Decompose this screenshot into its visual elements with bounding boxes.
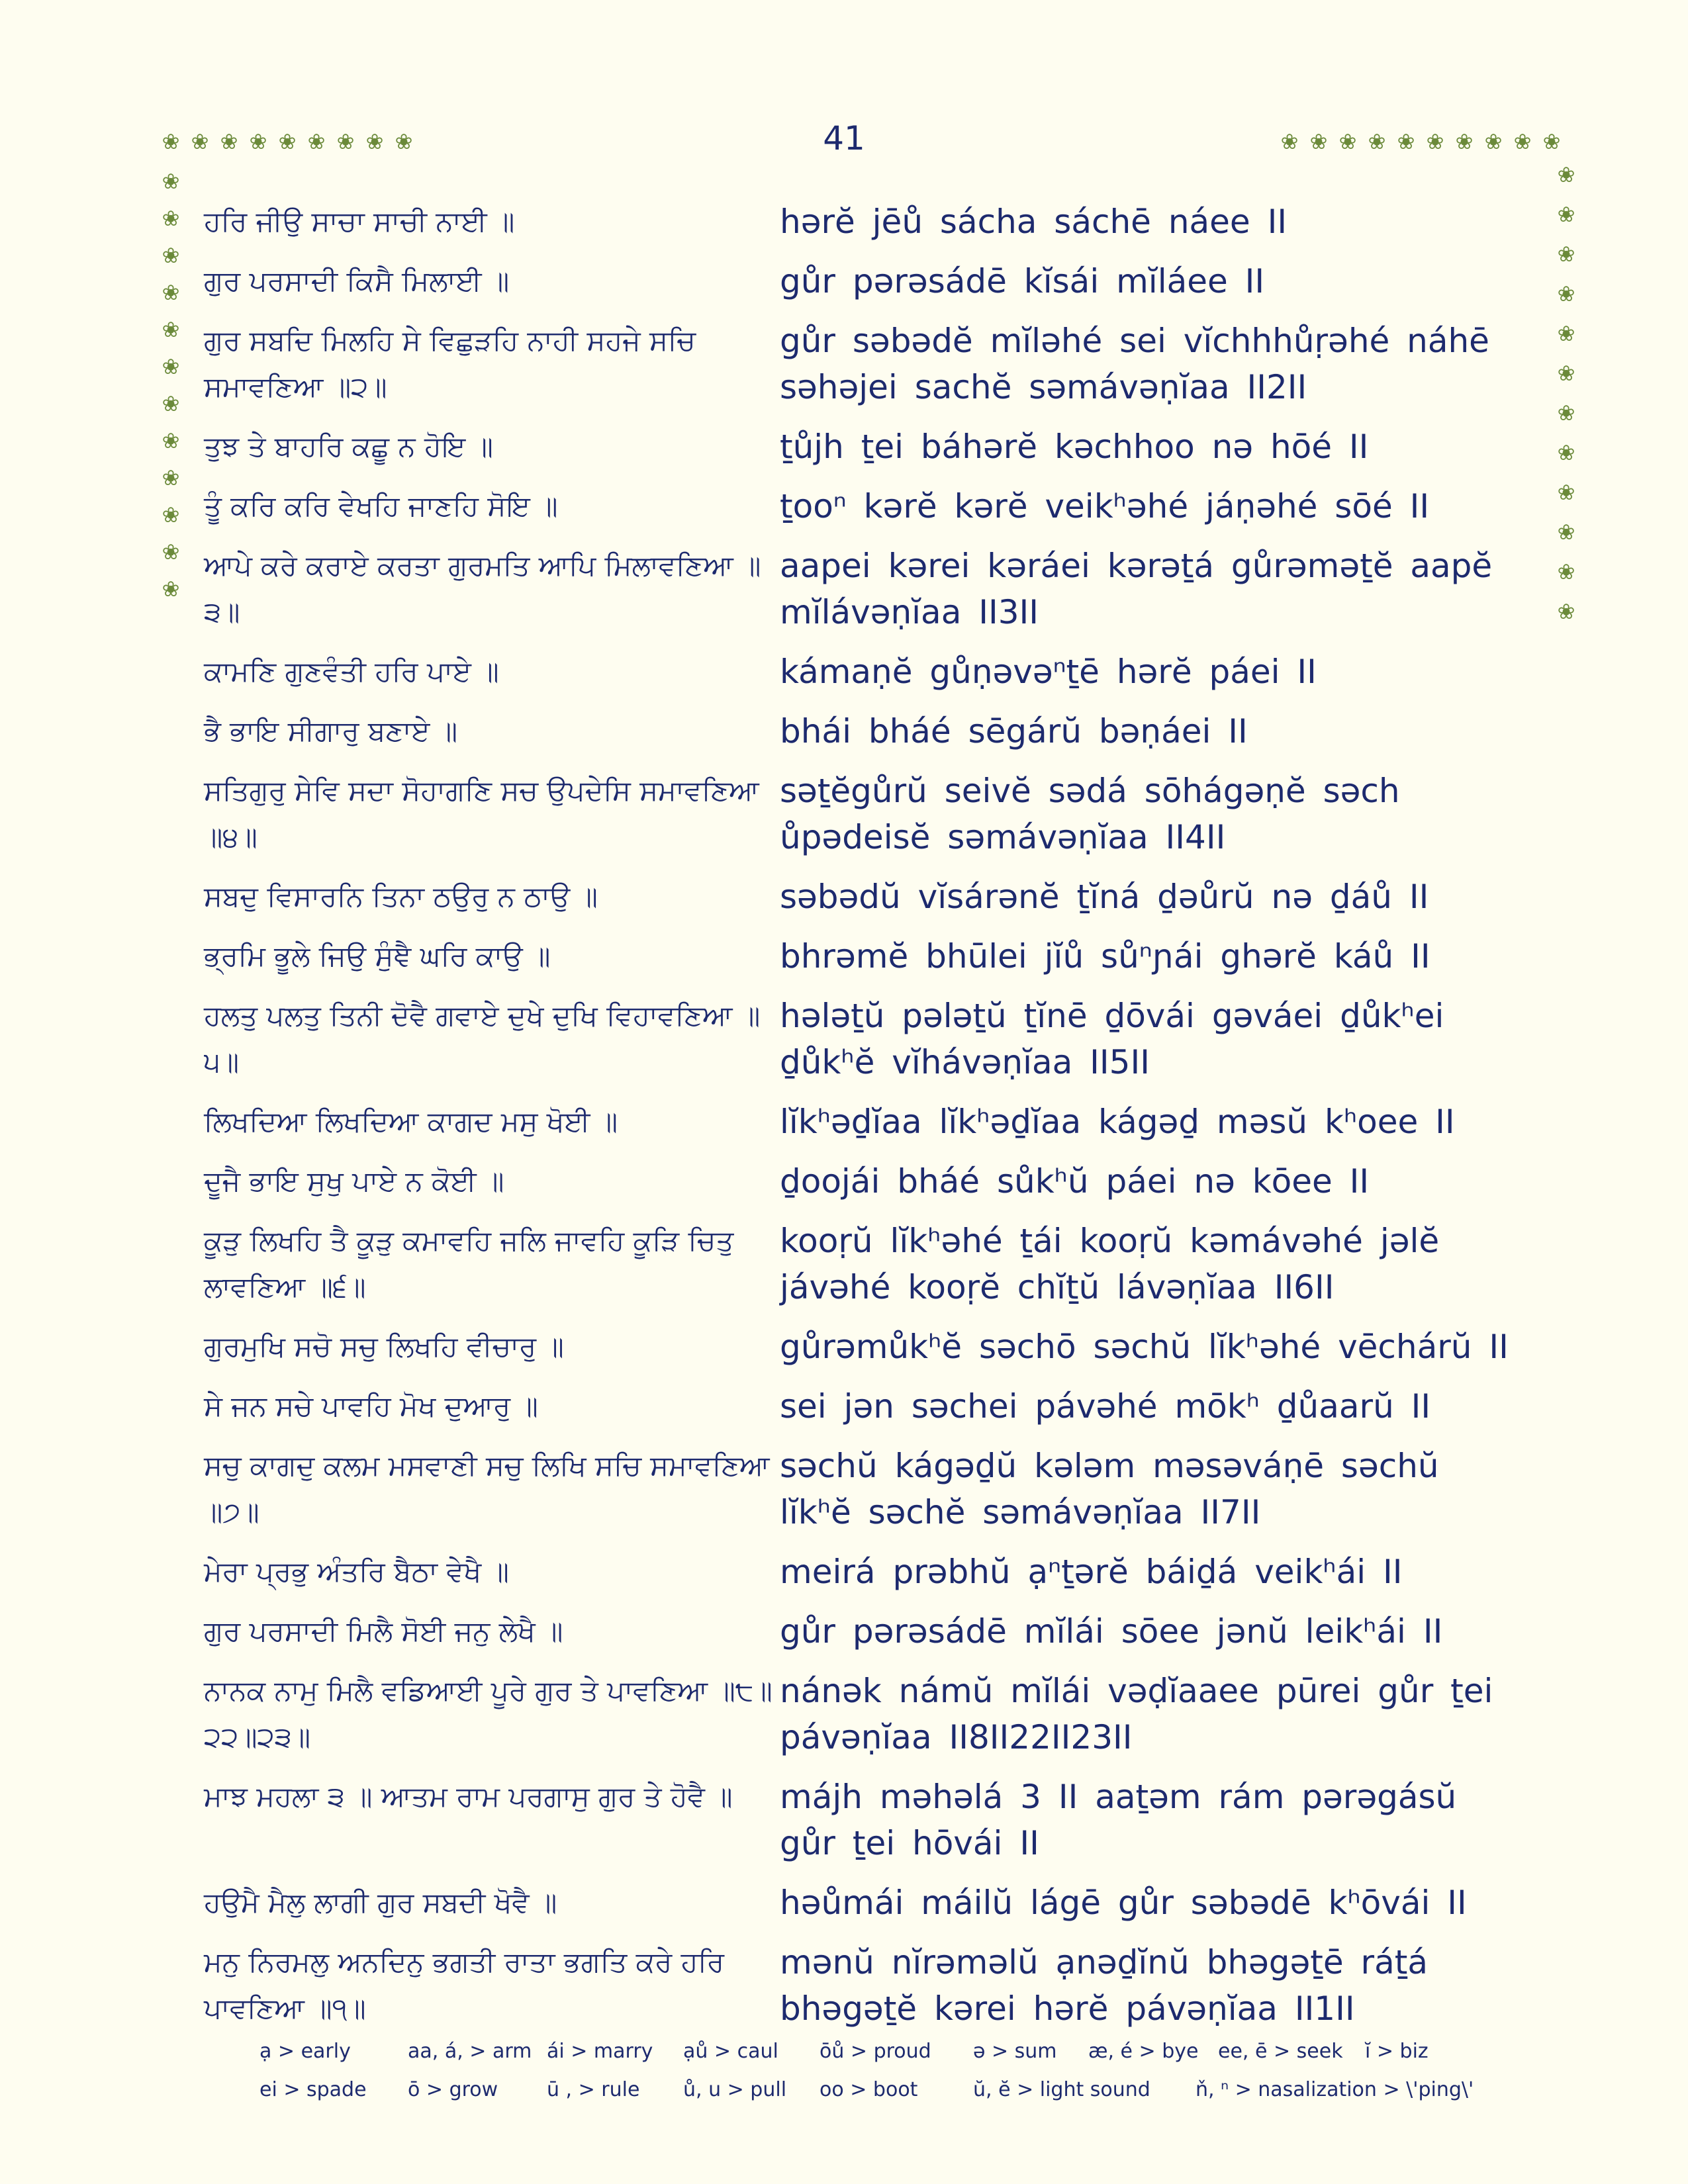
gurmukhi-text: ਸੇ ਜਨ ਸਚੇ ਪਾਵਹਿ ਮੋਖ ਦੁਆਰੁ ॥ [204,1390,538,1422]
flower-ornament-icon: ❀ [1513,129,1532,154]
transliteration-text: kámaṇĕ gůṇəvəⁿṯē hərĕ páei II [780,653,1317,691]
flower-ornament-icon: ❀ [336,129,355,154]
top-left-ornament-border [160,131,414,152]
transliteration-text: gůr səbədĕ mĭləhé sei vĭchhhůṛəhé náhē səhəjei sachĕ səmávəṇĭaa II2II [780,322,1489,406]
legend-row [259,2070,1517,2109]
flower-ornament-icon: ❀ [162,576,180,602]
pronunciation-legend [259,2032,1517,2109]
flower-ornament-icon: ❀ [1542,129,1561,154]
verse-row [204,1608,1548,1655]
verse-row [204,1774,1548,1866]
transliteration-text: lĭkʰəḏĭaa lĭkʰəḏĭaa kágəḏ məsŭ kʰoee II [780,1103,1455,1141]
verse-row [204,483,1548,529]
legend-entry: ə > sum [973,2039,1057,2063]
gurmukhi-text: ਗੁਰਮੁਖਿ ਸਚੋ ਸਚੁ ਲਿਖਹਿ ਵੀਚਾਰੁ ॥ [204,1330,564,1363]
flower-ornament-icon: ❀ [1557,321,1575,346]
flower-ornament-icon: ❀ [1557,599,1575,624]
verse-row [204,543,1548,635]
legend-entry: ạ > early [259,2039,351,2063]
flower-ornament-icon: ❀ [1557,559,1575,584]
legend-entry: ei > spade [259,2077,367,2101]
gurmukhi-text: ਕੂੜੁ ਲਿਖਹਿ ਤੈ ਕੂੜੁ ਕਮਾਵਹਿ ਜਲਿ ਜਾਵਹਿ ਕੂੜਿ ਚਿਤੁ ਲਾਵਣਿਆ ॥੬॥ [204,1224,734,1303]
transliteration-text: ṯooⁿ kərĕ kərĕ veikʰəhé jáṇəhé sōé II [780,487,1430,525]
gurmukhi-text: ਸਚੁ ਕਾਗਦੁ ਕਲਮ ਮਸਵਾਣੀ ਸਚੁ ਲਿਖਿ ਸਚਿ ਸਮਾਵਣਿਆ ॥੭॥ [204,1449,770,1528]
flower-ornament-icon: ❀ [162,243,180,268]
flower-ornament-icon: ❀ [162,391,180,416]
legend-entry: oo > boot [820,2077,918,2101]
flower-ornament-icon: ❀ [1557,202,1575,227]
transliteration-text: səṯĕgůrŭ seivĕ sədá sōhágəṇĕ səch ůpədeisĕ səmávəṇĭaa II4II [780,772,1400,856]
flower-ornament-icon: ❀ [1557,400,1575,426]
flower-ornament-icon: ❀ [162,317,180,342]
gurmukhi-text: ਆਪੇ ਕਰੇ ਕਰਾਏ ਕਰਤਾ ਗੁਰਮਤਿ ਆਪਿ ਮਿਲਾਵਣਿਆ ॥੩॥ [204,549,761,628]
transliteration-text: hərĕ jēů sácha sáchē náee II [780,203,1288,241]
verse-row [204,708,1548,754]
flower-ornament-icon: ❀ [278,129,297,154]
gurmukhi-text: ਤੂੰ ਕਰਿ ਕਰਿ ਵੇਖਹਿ ਜਾਣਹਿ ਸੋਇ ॥ [204,490,558,522]
flower-ornament-icon: ❀ [162,280,180,305]
flower-ornament-icon: ❀ [162,465,180,490]
verse-row [204,1939,1548,2032]
transliteration-text: sei jən səchei pávəhé mōkʰ ḏůaarŭ II [780,1387,1431,1426]
flower-ornament-icon: ❀ [162,354,180,379]
flower-ornament-icon: ❀ [1557,520,1575,545]
verse-row [204,1158,1548,1205]
verse-row [204,318,1548,410]
verse-row [204,874,1548,920]
verse-list [204,199,1548,2045]
flower-ornament-icon: ❀ [1557,281,1575,306]
flower-ornament-icon: ❀ [1484,129,1503,154]
verse-row [204,1443,1548,1535]
verse-row [204,1668,1548,1760]
flower-ornament-icon: ❀ [307,129,326,154]
flower-ornament-icon: ❀ [1280,129,1299,154]
gurmukhi-text: ਸਬਦੁ ਵਿਸਾਰਨਿ ਤਿਨਾ ਠਉਰੁ ਨ ਠਾਉ ॥ [204,880,598,913]
flower-ornament-icon: ❀ [1557,162,1575,187]
transliteration-text: ḏoojái bháé sůkʰŭ páei nə kōee II [780,1162,1370,1201]
flower-ornament-icon: ❀ [1368,129,1386,154]
legend-entry: ōů > proud [820,2039,931,2063]
verse-row [204,1218,1548,1310]
transliteration-text: kooṛŭ lĭkʰəhé ṯái kooṛŭ kəmávəhé jəlĕ jávəhé kooṛĕ chĭṯŭ lávəṇĭaa II6II [780,1222,1440,1306]
gurmukhi-text: ਦੂਜੈ ਭਾਇ ਸੁਖੁ ਪਾਏ ਨ ਕੋਈ ॥ [204,1165,504,1197]
flower-ornament-icon: ❀ [162,169,180,194]
legend-entry: ū , > rule [547,2077,640,2101]
left-ornament-border [160,171,181,600]
gurmukhi-text: ਗੁਰ ਪਰਸਾਦੀ ਮਿਲੈ ਸੋਈ ਜਨੁ ਲੇਖੈ ॥ [204,1615,563,1647]
gurmukhi-text: ਗੁਰ ਸਬਦਿ ਮਿਲਹਿ ਸੇ ਵਿਛੁੜਹਿ ਨਾਹੀ ਸਹਜੇ ਸਚਿ ਸਮਾਵਣਿਆ ॥੨॥ [204,324,696,403]
legend-entry: ŭ, ĕ > light sound [973,2077,1150,2101]
verse-row [204,993,1548,1085]
transliteration-text: májh məhəlá 3 II aaṯəm rám pərəgásŭ gůr ṯei hōvái II [780,1778,1457,1862]
verse-row [204,1099,1548,1145]
flower-ornament-icon: ❀ [1309,129,1328,154]
gurmukhi-text: ਗੁਰ ਪਰਸਾਦੀ ਕਿਸੈ ਮਿਲਾਈ ॥ [204,265,510,297]
transliteration-text: ṯůjh ṯei báhərĕ kəchhoo nə hōé II [780,428,1369,466]
verse-row [204,1549,1548,1595]
legend-entry: ů, u > pull [683,2077,787,2101]
transliteration-text: mənŭ nĭrəməlŭ ạnəḏĭnŭ bhəgəṯē ráṯá bhəgəṯĕ kərei hərĕ pávəṇĭaa II1II [780,1943,1428,2028]
flower-ornament-icon: ❀ [1426,129,1444,154]
gurmukhi-text: ਮਾਝ ਮਹਲਾ ੩ ॥ ਆਤਮ ਰਾਮ ਪਰਗਾਸੁ ਗੁਰ ਤੇ ਹੋਵੈ ॥ [204,1780,733,1813]
transliteration-text: bhái bháé sēgárŭ bəṇáei II [780,712,1248,751]
gurmukhi-text: ਮਨੁ ਨਿਰਮਲੁ ਅਨਦਿਨੁ ਭਗਤੀ ਰਾਤਾ ਭਗਤਿ ਕਰੇ ਹਰਿ ਪਾਵਣਿਆ ॥੧॥ [204,1946,724,2025]
gurmukhi-text: ਭੈ ਭਾਇ ਸੀਗਾਰੁ ਬਣਾਏ ॥ [204,715,458,747]
flower-ornament-icon: ❀ [162,129,180,154]
transliteration-text: gůr pərəsádē mĭlái sōee jənŭ leikʰái II [780,1612,1443,1651]
flower-ornament-icon: ❀ [365,129,384,154]
legend-entry: ō > grow [408,2077,498,2101]
transliteration-text: aapei kərei kəráei kərəṯá gůrəməṯĕ aapĕ mĭlávəṇĭaa II3II [780,547,1493,631]
legend-entry: ái > marry [547,2039,653,2063]
flower-ornament-icon: ❀ [1557,440,1575,465]
flower-ornament-icon: ❀ [220,129,238,154]
transliteration-text: gůr pərəsádē kĭsái mĭláee II [780,262,1265,300]
flower-ornament-icon: ❀ [1338,129,1357,154]
flower-ornament-icon: ❀ [162,206,180,231]
legend-entry: æ, é > bye [1088,2039,1199,2063]
verse-row [204,1383,1548,1430]
gurmukhi-text: ਨਾਨਕ ਨਾਮੁ ਮਿਲੈ ਵਡਿਆਈ ਪੂਰੇ ਗੁਰ ਤੇ ਪਾਵਣਿਆ ॥੮॥੨੨॥੨੩॥ [204,1674,773,1753]
gurmukhi-text: ਹਲਤੁ ਪਲਤੁ ਤਿਨੀ ਦੋਵੈ ਗਵਾਏ ਦੁਖੇ ਦੁਖਿ ਵਿਹਾਵਣਿਆ ॥੫॥ [204,999,761,1078]
transliteration-text: həůmái máilŭ lágē gůr səbədē kʰōvái II [780,1884,1467,1922]
flower-ornament-icon: ❀ [162,539,180,565]
right-ornament-border [1556,164,1577,622]
verse-row [204,768,1548,860]
gurmukhi-text: ਤੁਝ ਤੇ ਬਾਹਰਿ ਕਛੂ ਨ ਹੋਇ ॥ [204,430,493,463]
flower-ornament-icon: ❀ [395,129,413,154]
page-number: 41 [823,119,865,158]
flower-ornament-icon: ❀ [162,502,180,527]
gurmukhi-text: ਮੇਰਾ ਪ੍ਰਭੁ ਅੰਤਰਿ ਬੈਠਾ ਵੇਖੈ ॥ [204,1555,509,1588]
verse-row [204,1324,1548,1370]
transliteration-text: səbədŭ vĭsárənĕ ṯĭná ḏəůrŭ nə ḏáů II [780,878,1429,916]
gurmukhi-text: ਹਰਿ ਜੀਉ ਸਾਚਾ ਸਾਚੀ ਨਾਈ ॥ [204,205,515,238]
legend-entry: ạů > caul [683,2039,778,2063]
flower-ornament-icon: ❀ [1557,480,1575,505]
gurmukhi-text: ਭ੍ਰਮਿ ਭੂਲੇ ਜਿਉ ਸੁੰਞੈ ਘਰਿ ਕਾਉ ॥ [204,940,551,972]
verse-row [204,649,1548,695]
legend-entry: ee, ē > seek [1218,2039,1343,2063]
transliteration-text: meirá prəbhŭ ạⁿṯərĕ báiḏá veikʰái II [780,1553,1403,1591]
flower-ornament-icon: ❀ [162,428,180,453]
legend-entry: aa, á, > arm [408,2039,532,2063]
verse-row [204,424,1548,470]
gurmukhi-text: ਲਿਖਦਿਆ ਲਿਖਦਿਆ ਕਾਗਦ ਮਸੁ ਖੋਈ ॥ [204,1105,618,1138]
transliteration-text: səchŭ kágəḏŭ kələm məsəváṇē səchŭ lĭkʰĕ səchĕ səmávəṇĭaa II7II [780,1447,1439,1531]
legend-entry: ň, ⁿ > nasalization > \'ping\' [1196,2077,1474,2101]
flower-ornament-icon: ❀ [1455,129,1474,154]
gurmukhi-text: ਸਤਿਗੁਰੁ ਸੇਵਿ ਸਦਾ ਸੋਹਾਗਣਿ ਸਚ ਉਪਦੇਸਿ ਸਮਾਵਣਿਆ ॥੪॥ [204,774,759,853]
transliteration-text: gůrəmůkʰĕ səchō səchŭ lĭkʰəhé vēchárŭ II [780,1328,1509,1366]
legend-entry: ĭ > biz [1365,2039,1429,2063]
verse-row [204,199,1548,245]
legend-row [259,2032,1517,2070]
flower-ornament-icon: ❀ [1397,129,1415,154]
verse-row [204,1880,1548,1926]
verse-row [204,258,1548,304]
verse-row [204,933,1548,979]
top-right-ornament-border [1279,131,1562,152]
transliteration-text: nánək námŭ mĭlái vəḍĭaaee pūrei gůr ṯei pávəṇĭaa II8II22II23II [780,1672,1493,1756]
gurmukhi-text: ਕਾਮਣਿ ਗੁਣਵੰਤੀ ਹਰਿ ਪਾਏ ॥ [204,655,499,688]
transliteration-text: bhrəmĕ bhūlei jĭů sůⁿɲái ghərĕ káů II [780,937,1430,976]
flower-ornament-icon: ❀ [191,129,209,154]
gurmukhi-text: ਹਉਮੈ ਮੈਲੁ ਲਾਗੀ ਗੁਰ ਸਬਦੀ ਖੋਵੈ ॥ [204,1886,557,1919]
transliteration-text: hələṯŭ pələṯŭ ṯĭnē ḏōvái gəváei ḏůkʰei ḏůkʰĕ vĭhávəṇĭaa II5II [780,997,1444,1081]
flower-ornament-icon: ❀ [1557,361,1575,386]
flower-ornament-icon: ❀ [1557,242,1575,267]
flower-ornament-icon: ❀ [249,129,267,154]
